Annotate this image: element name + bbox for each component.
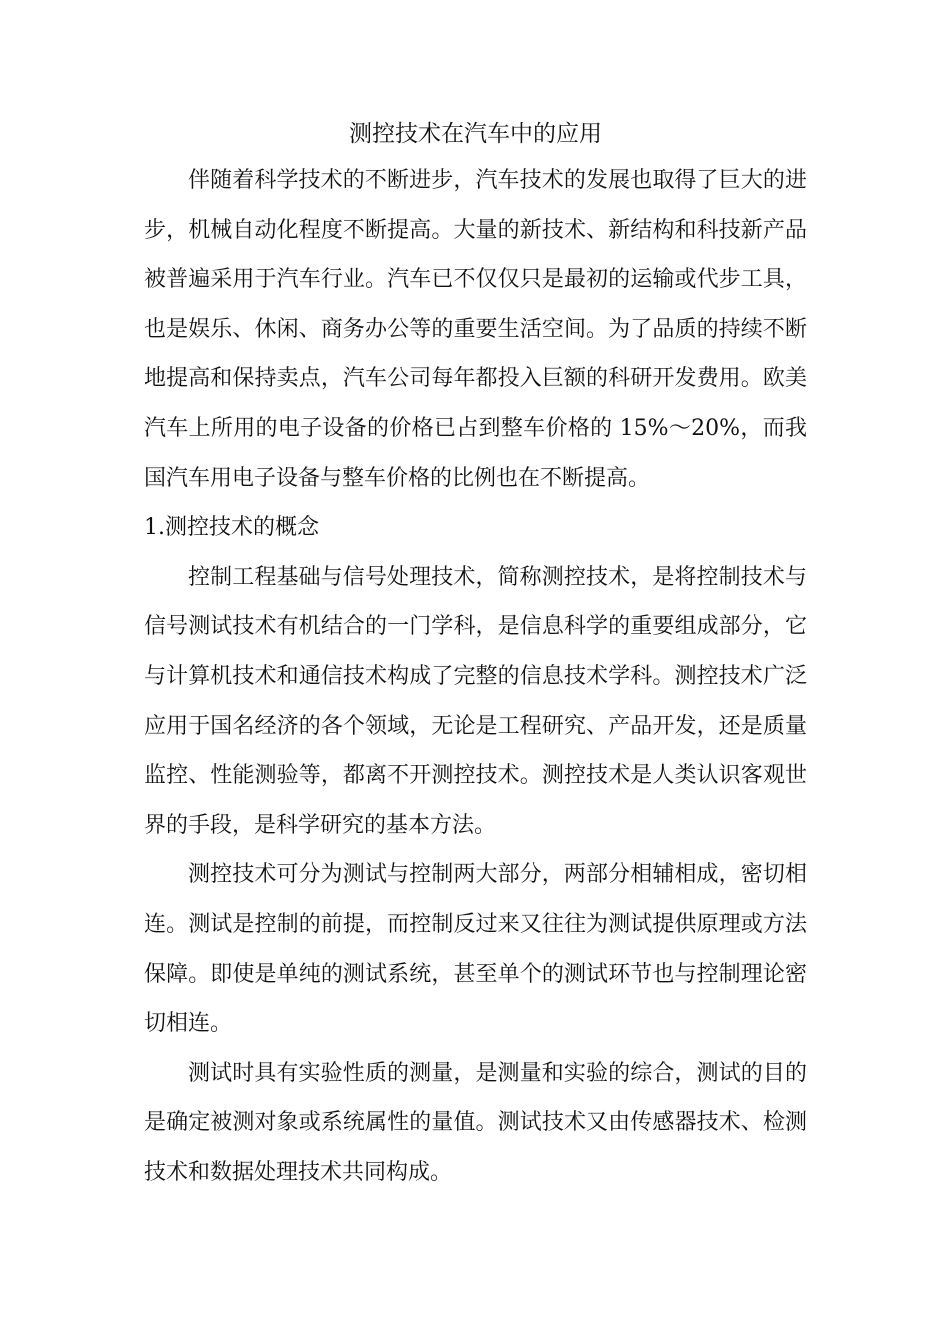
body-paragraph: 控制工程基础与信号处理技术，简称测控技术，是将控制技术与信号测试技术有机结合的一门学科，是信息科学的重要组成部分，它与计算机技术和通信技术构成了完整的信息技术学科。测控技术广泛应用于国名经济的各个领域，无论是工程研究、产品开发，还是质量监控、性能测验等，都离不开测控技术。测控技术是人类认识客观世界的手段，是科学研究的基本方法。 xyxy=(144,564,807,838)
body-paragraph: 测试时具有实验性质的测量，是测量和实验的综合，测试的目的是确定被测对象或系统属性的量值。测试技术又由传感器技术、检测技术和数据处理技术共同构成。 xyxy=(144,1060,807,1185)
document-title: 测控技术在汽车中的应用 xyxy=(349,121,602,147)
intro-paragraph: 伴随着科学技术的不断进步，汽车技术的发展也取得了巨大的进步，机械自动化程度不断提高。大量的新技术、新结构和科技新产品被普遍采用于汽车行业。汽车已不仅仅只是最初的运输或代步工具，也是娱乐、休闲、商务办公等的重要生活空间。为了品质的持续不断地提高和保持卖点，汽车公司每年都投入巨额的科研开发费用。欧美汽车上所用的电子设备的价格已占到整车价格的 15%～20%，而我国汽车用电子设备与整车价格的比例也在不断提高。 xyxy=(144,168,807,491)
document-body xyxy=(144,112,807,1197)
section-heading: 1.测控技术的概念 xyxy=(144,515,319,541)
body-paragraph: 测控技术可分为测试与控制两大部分，两部分相辅相成，密切相连。测试是控制的前提，而控制反过来又往往为测试提供原理或方法保障。即使是单纯的测试系统，甚至单个的测试环节也与控制理论密切相连。 xyxy=(144,862,807,1037)
